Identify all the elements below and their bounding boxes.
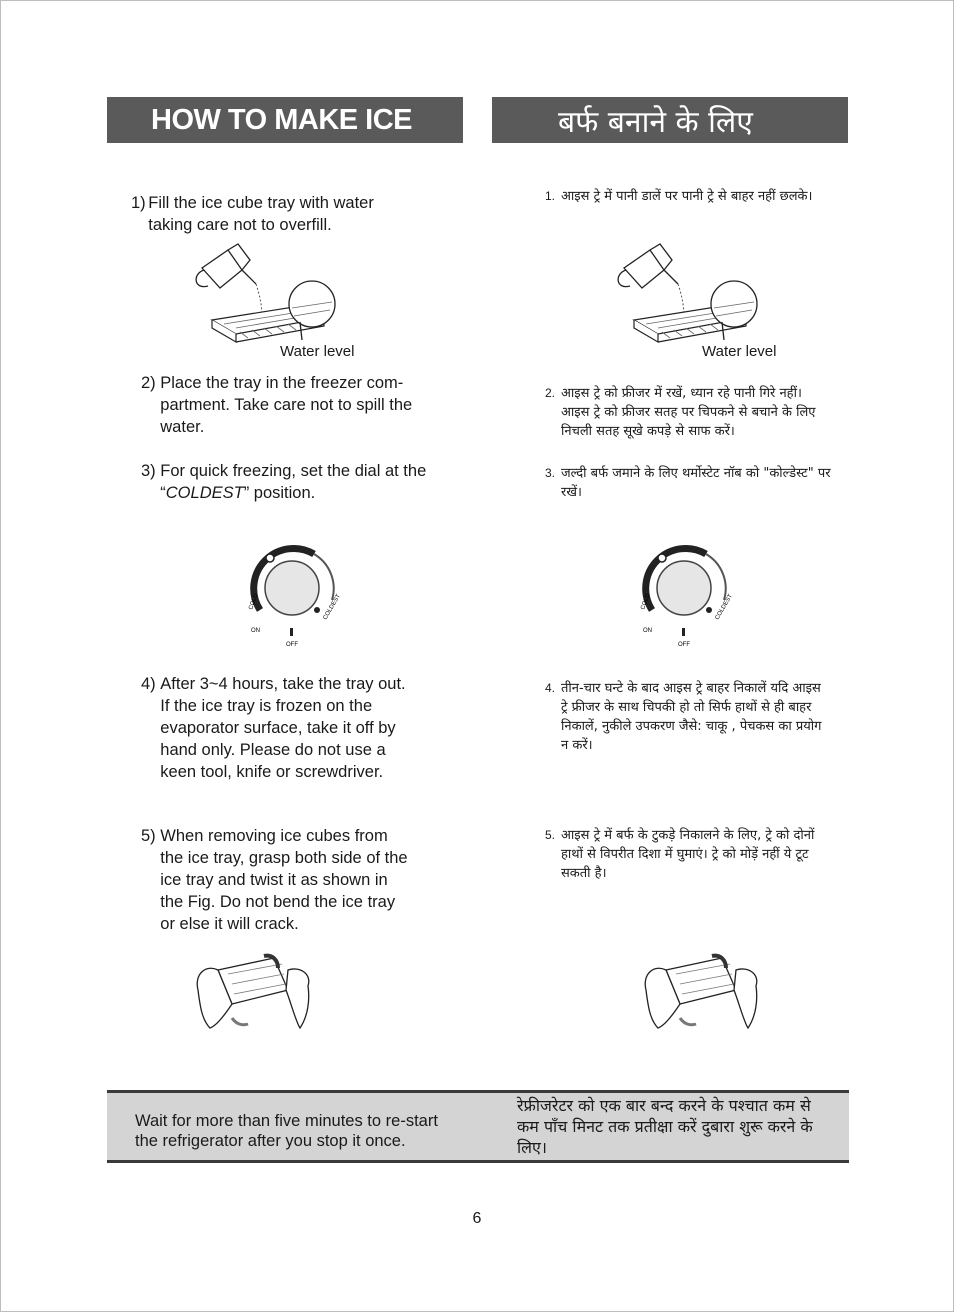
step-number: 4. xyxy=(545,681,556,695)
step-text: When removing ice cubes from the ice tray, grasp both side of the ice tray and twist it as shown in the Fig. Do not bend the ice tray or else it will crack. xyxy=(160,827,408,933)
page-number: 6 xyxy=(472,1210,482,1227)
dial-cold-label: COLD xyxy=(248,592,260,611)
step-3-en xyxy=(141,460,426,504)
step-number: 4) xyxy=(141,675,156,693)
step-number: 1. xyxy=(545,189,556,203)
step-1-en xyxy=(131,192,374,236)
step-2-hi xyxy=(545,384,831,441)
step-text: Fill the ice cube tray with water taking care not to overfill. xyxy=(148,194,374,234)
step-text: आइस ट्रे में बर्फ के टुकड़े निकालने के लिए, ट्रे को दोनों हाथों से विपरीत दिशा में घुमाएं। ट्रे को मोड़ें नहीं ये टूट सकती है। xyxy=(561,828,815,881)
water-pitcher-tray-figure-left xyxy=(190,240,350,350)
hands-twisting-tray-icon xyxy=(197,956,309,1028)
hands-twisting-tray-icon xyxy=(645,956,757,1028)
thermostat-dial-figure-right xyxy=(632,538,742,650)
step-5-hi xyxy=(545,826,831,883)
water-pitcher-icon xyxy=(196,244,256,288)
water-pitcher-tray-figure-right xyxy=(612,240,772,350)
step-1-hi xyxy=(545,187,831,206)
step-3-hi xyxy=(545,464,831,502)
dial-off-label: OFF xyxy=(678,642,690,648)
step-4-en xyxy=(141,673,406,783)
dial-off-label: OFF xyxy=(286,642,298,648)
step-number: 2) xyxy=(141,374,156,392)
hands-twisting-figure-right xyxy=(636,950,766,1034)
step-2-en xyxy=(141,372,412,438)
dial-coldest-label: COLDEST xyxy=(714,593,734,621)
hands-twisting-figure-left xyxy=(188,950,318,1034)
restart-notice-hindi: रेफ्रीजरेटर को एक बार बन्द करने के पश्चात कम से कम पाँच मिनट तक प्रतीक्षा करें दुबारा शुरू करने के लिए। xyxy=(517,1096,813,1157)
coldest-italic: COLDEST xyxy=(165,484,244,502)
dial-coldest-label: COLDEST xyxy=(322,593,342,621)
thermostat-dial-icon xyxy=(646,548,726,636)
heading-english xyxy=(107,97,463,143)
step-text: After 3~4 hours, take the tray out. If the ice tray is frozen on the evaporator surface, take it off by hand only. Please do not use a keen tool, knife or screwdriver. xyxy=(160,675,406,781)
dial-cold-label: COLD xyxy=(640,592,652,611)
step-text: तीन-चार घन्टे के बाद आइस ट्रे बाहर निकालें यदि आइस ट्रे फ्रीजर के साथ चिपकी हो तो सिर्फ हाथों से ही बाहर निकालें, नुकीले उपकरण जैसे: चाकू , पेचकस का प्रयोग न करें। xyxy=(561,681,822,753)
step-number: 2. xyxy=(545,386,556,400)
dial-on-label: ON xyxy=(251,628,260,634)
step-number: 3. xyxy=(545,466,556,480)
water-level-label-left: Water level xyxy=(280,343,355,360)
heading-english-text: HOW TO MAKE ICE xyxy=(151,103,413,136)
thermostat-dial-icon xyxy=(254,548,334,636)
step-5-en xyxy=(141,825,408,935)
step-text: जल्दी बर्फ जमाने के लिए थर्मोस्टेट नॉब को "कोल्डेस्ट" पर रखें। xyxy=(561,466,831,500)
water-pitcher-icon xyxy=(618,244,678,288)
step-text: Place the tray in the freezer com- partment. Take care not to spill the water. xyxy=(160,374,413,436)
step-number: 5. xyxy=(545,828,556,842)
step-number: 1) xyxy=(131,194,146,212)
step-text: For quick freezing, set the dial at the “COLDEST” position. xyxy=(160,462,427,502)
step-text: आइस ट्रे को फ्रीजर में रखें, ध्यान रहे पानी गिरे नहीं। आइस ट्रे को फ्रीजर सतह पर चिपकने से बचाने के लिए निचली सतह सूखे कपड़े से साफ करें। xyxy=(561,386,816,439)
heading-hindi xyxy=(492,97,848,143)
dial-on-label: ON xyxy=(643,628,652,634)
restart-notice-english: Wait for more than five minutes to re-start the refrigerator after you stop it once. xyxy=(135,1112,438,1150)
heading-hindi-text: बर्फ बनाने के लिए xyxy=(558,104,753,140)
restart-notice-box xyxy=(107,1090,849,1163)
step-number: 3) xyxy=(141,462,156,480)
step-text: आइस ट्रे में पानी डालें पर पानी ट्रे से बाहर नहीं छलके। xyxy=(561,189,813,204)
water-level-label-right: Water level xyxy=(702,343,777,360)
step-number: 5) xyxy=(141,827,156,845)
step-4-hi xyxy=(545,679,831,755)
thermostat-dial-figure-left xyxy=(240,538,350,650)
